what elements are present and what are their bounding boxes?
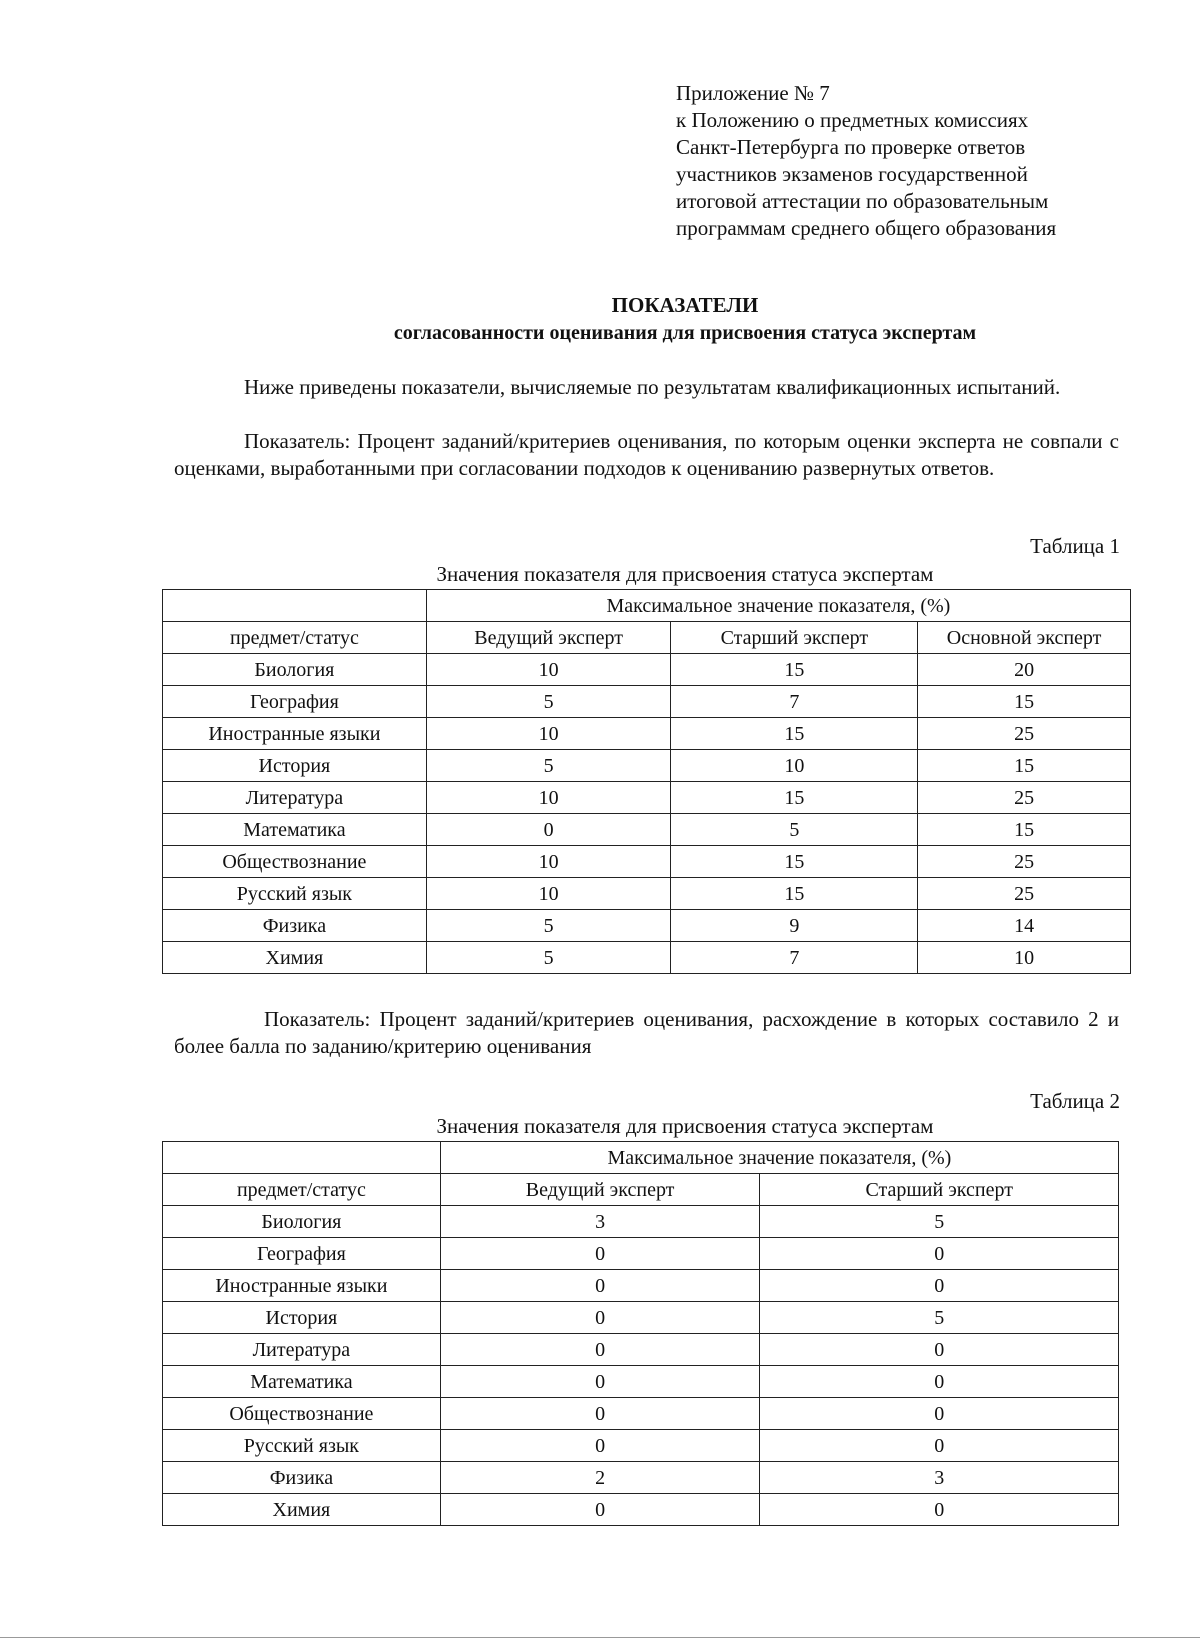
subject-cell: Обществознание (163, 1398, 441, 1430)
column-header: Ведущий эксперт (440, 1174, 760, 1206)
value-cell: 10 (426, 878, 671, 910)
value-cell: 15 (918, 750, 1131, 782)
table-header-row (163, 1174, 1119, 1206)
table-row (163, 1398, 1119, 1430)
appendix-reference (676, 80, 1056, 242)
table-row (163, 942, 1131, 974)
value-cell: 15 (918, 686, 1131, 718)
table-row (163, 1494, 1119, 1526)
value-cell: 10 (426, 654, 671, 686)
column-header: Старший эксперт (760, 1174, 1119, 1206)
value-cell: 0 (760, 1366, 1119, 1398)
table-row (163, 686, 1131, 718)
value-cell: 5 (426, 942, 671, 974)
appendix-line: участников экзаменов государственной (676, 162, 1028, 186)
subject-cell: История (163, 750, 427, 782)
value-cell: 15 (671, 846, 918, 878)
value-cell: 0 (760, 1334, 1119, 1366)
value-cell: 0 (440, 1430, 760, 1462)
subject-cell: Химия (163, 1494, 441, 1526)
subject-cell: Химия (163, 942, 427, 974)
subject-cell: Физика (163, 1462, 441, 1494)
table-row (163, 1430, 1119, 1462)
column-header: предмет/статус (163, 622, 427, 654)
value-cell: 15 (918, 814, 1131, 846)
value-cell: 10 (426, 782, 671, 814)
subject-cell: Биология (163, 1206, 441, 1238)
table-row (163, 1270, 1119, 1302)
value-cell: 10 (671, 750, 918, 782)
value-cell: 0 (440, 1366, 760, 1398)
indicator1-text: Показатель: Процент заданий/критериев оценивания, по которым оценки эксперта не совпали с оценками, выработанными при согласовании подходов к оцениванию развернутых ответов. (174, 429, 1119, 480)
value-cell: 5 (760, 1302, 1119, 1334)
value-cell: 0 (426, 814, 671, 846)
value-cell: 25 (918, 878, 1131, 910)
scan-edge-line (0, 1637, 1200, 1638)
subject-cell: Обществознание (163, 846, 427, 878)
appendix-line: Приложение № 7 (676, 81, 830, 105)
table1-caption: Значения показателя для присвоения статуса экспертам (436, 562, 934, 586)
subject-cell: География (163, 1238, 441, 1270)
intro-paragraph (174, 374, 1119, 401)
table-row (163, 782, 1131, 814)
subject-cell: Русский язык (163, 1430, 441, 1462)
table-row (163, 910, 1131, 942)
value-cell: 0 (440, 1302, 760, 1334)
table-row (163, 654, 1131, 686)
table-row (163, 1462, 1119, 1494)
value-cell: 15 (671, 654, 918, 686)
appendix-line: Санкт-Петербурга по проверке ответов (676, 135, 1026, 159)
empty-cell (163, 1142, 441, 1174)
intro-text: Ниже приведены показатели, вычисляемые по результатам квалификационных испытаний. (244, 375, 1061, 399)
value-cell: 5 (426, 750, 671, 782)
column-header: Ведущий эксперт (426, 622, 671, 654)
subject-cell: Математика (163, 814, 427, 846)
indicator1-paragraph (174, 428, 1119, 482)
value-cell: 15 (671, 878, 918, 910)
subject-cell: Литература (163, 1334, 441, 1366)
value-cell: 25 (918, 782, 1131, 814)
table-row (163, 878, 1131, 910)
subject-cell: География (163, 686, 427, 718)
subject-cell: Иностранные языки (163, 1270, 441, 1302)
column-header: предмет/статус (163, 1174, 441, 1206)
column-header: Основной эксперт (918, 622, 1131, 654)
table2-caption: Значения показателя для присвоения статуса экспертам (436, 1114, 934, 1138)
value-cell: 3 (440, 1206, 760, 1238)
subject-cell: Математика (163, 1366, 441, 1398)
value-cell: 25 (918, 718, 1131, 750)
value-cell: 3 (760, 1462, 1119, 1494)
value-cell: 25 (918, 846, 1131, 878)
table-row (163, 814, 1131, 846)
table-row (163, 1302, 1119, 1334)
document-subtitle: согласованности оценивания для присвоения статуса экспертам (393, 322, 977, 344)
value-cell: 5 (671, 814, 918, 846)
value-cell: 0 (440, 1398, 760, 1430)
subject-cell: Физика (163, 910, 427, 942)
appendix-line: к Положению о предметных комиссиях (676, 108, 1029, 132)
value-cell: 0 (440, 1334, 760, 1366)
value-cell: 15 (671, 782, 918, 814)
empty-cell (163, 590, 427, 622)
value-cell: 7 (671, 686, 918, 718)
value-cell: 0 (440, 1238, 760, 1270)
indicator2-text: Показатель: Процент заданий/критериев оценивания, расхождение в которых составило 2 и более балла по заданию/критерию оценивания (174, 1007, 1119, 1058)
value-cell: 0 (440, 1270, 760, 1302)
table-header-row (163, 590, 1131, 622)
value-cell: 10 (426, 718, 671, 750)
value-cell: 0 (760, 1238, 1119, 1270)
table-row (163, 846, 1131, 878)
indicator2-paragraph (174, 1006, 1119, 1060)
table2 (162, 1141, 1119, 1526)
subject-cell: Биология (163, 654, 427, 686)
table1-number: Таблица 1 (1030, 534, 1120, 558)
value-cell: 5 (426, 910, 671, 942)
group-header: Максимальное значение показателя, (%) (426, 590, 1130, 622)
table-row (163, 1238, 1119, 1270)
subject-cell: Русский язык (163, 878, 427, 910)
table-row (163, 1334, 1119, 1366)
value-cell: 2 (440, 1462, 760, 1494)
subject-cell: Литература (163, 782, 427, 814)
value-cell: 9 (671, 910, 918, 942)
subject-cell: История (163, 1302, 441, 1334)
value-cell: 20 (918, 654, 1131, 686)
group-header: Максимальное значение показателя, (%) (440, 1142, 1118, 1174)
value-cell: 0 (760, 1430, 1119, 1462)
table2-number: Таблица 2 (1030, 1089, 1120, 1113)
table-row (163, 1206, 1119, 1238)
value-cell: 14 (918, 910, 1131, 942)
document-title: ПОКАЗАТЕЛИ (611, 293, 759, 317)
value-cell: 7 (671, 942, 918, 974)
value-cell: 10 (918, 942, 1131, 974)
table-row (163, 750, 1131, 782)
value-cell: 0 (760, 1494, 1119, 1526)
table1 (162, 589, 1131, 974)
value-cell: 0 (440, 1494, 760, 1526)
table-header-row (163, 1142, 1119, 1174)
table-row (163, 1366, 1119, 1398)
value-cell: 10 (426, 846, 671, 878)
appendix-line: итоговой аттестации по образовательным (676, 189, 1049, 213)
appendix-line: программам среднего общего образования (676, 216, 1057, 240)
table-row (163, 718, 1131, 750)
column-header: Старший эксперт (671, 622, 918, 654)
value-cell: 5 (426, 686, 671, 718)
table-header-row (163, 622, 1131, 654)
value-cell: 0 (760, 1398, 1119, 1430)
value-cell: 5 (760, 1206, 1119, 1238)
subject-cell: Иностранные языки (163, 718, 427, 750)
value-cell: 0 (760, 1270, 1119, 1302)
value-cell: 15 (671, 718, 918, 750)
